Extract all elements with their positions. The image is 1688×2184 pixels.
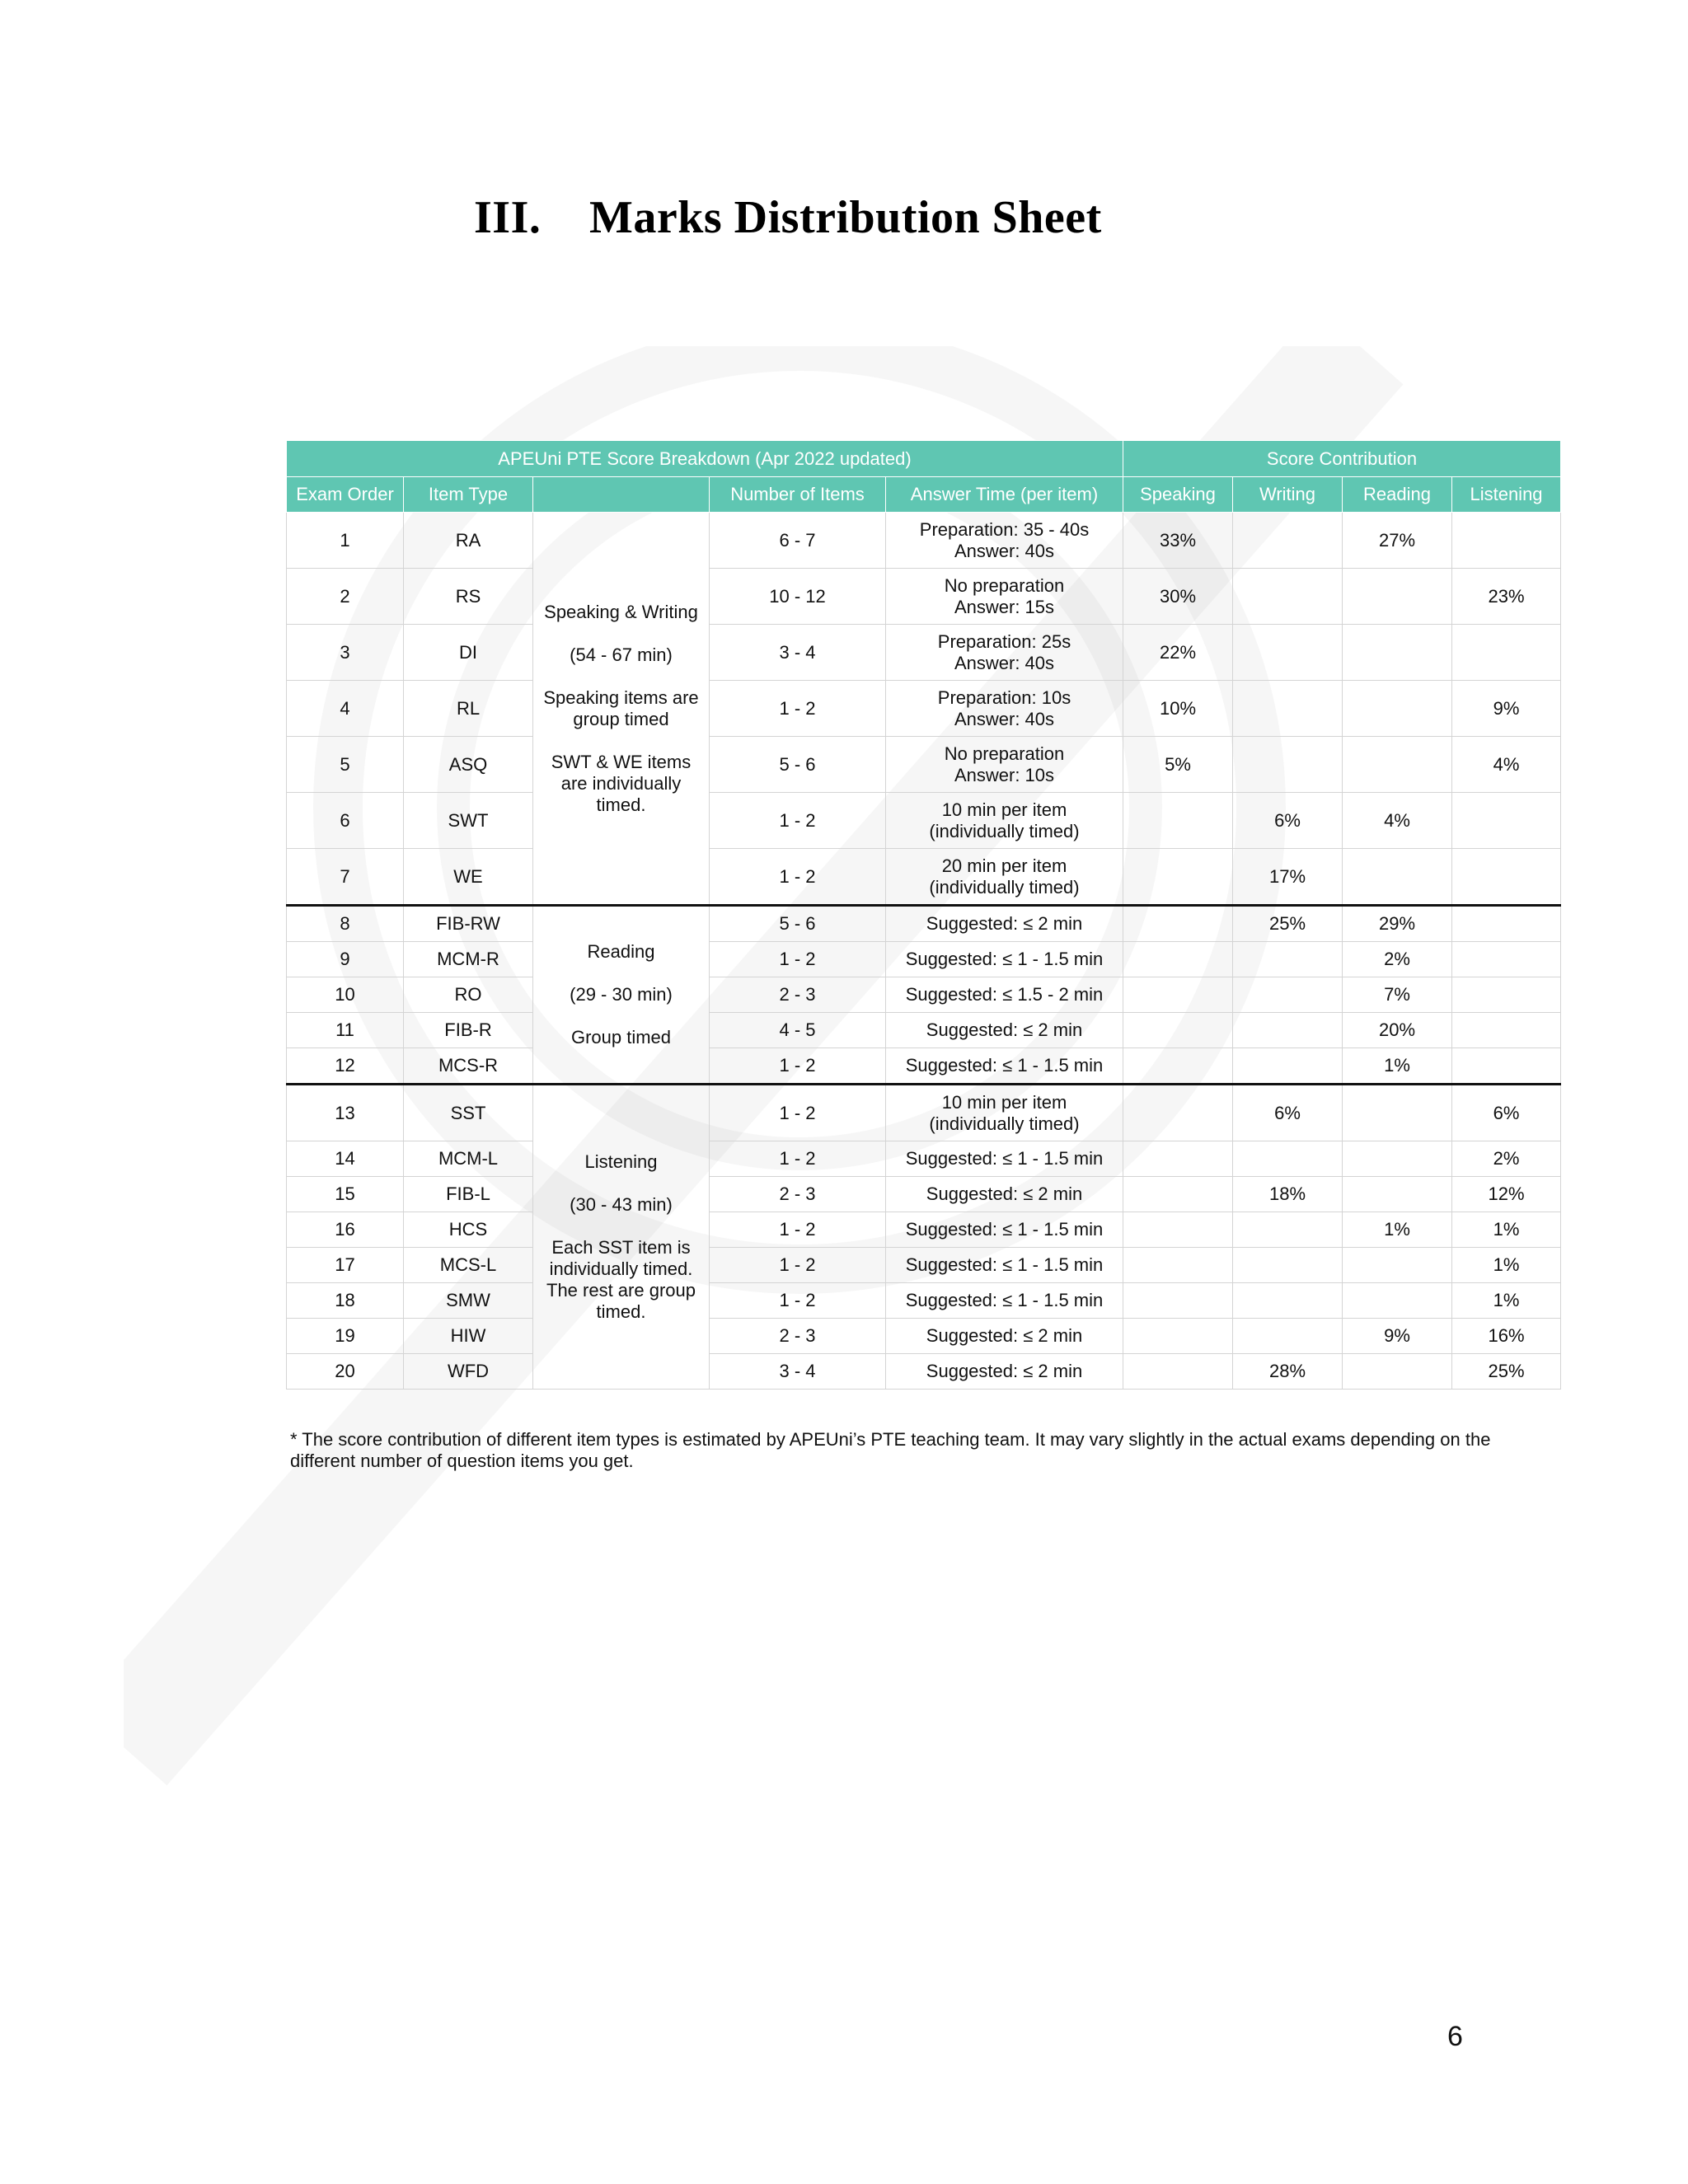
writing-score-cell [1233,625,1343,681]
exam-order-cell: 5 [287,737,404,793]
reading-score-cell: 20% [1343,1013,1452,1048]
item-count-cell: 2 - 3 [710,977,886,1013]
answer-time-cell [886,906,1123,942]
speaking-score-cell [1123,793,1233,849]
speaking-score-cell [1123,977,1233,1013]
answer-time-line: No preparation [944,574,1065,596]
answer-time-cell [886,977,1123,1013]
reading-score-cell [1343,1177,1452,1212]
reading-score-cell: 27% [1343,513,1452,569]
speaking-score-cell [1123,1013,1233,1048]
item-count-cell: 6 - 7 [710,513,886,569]
speaking-score-cell [1123,1354,1233,1390]
answer-time-line: Answer: 10s [954,764,1055,785]
speaking-score-cell: 30% [1123,569,1233,625]
listening-score-cell: 9% [1452,681,1561,737]
listening-score-cell [1452,977,1561,1013]
item-count-cell: 10 - 12 [710,569,886,625]
reading-score-cell [1343,1354,1452,1390]
table-row [287,1354,1561,1390]
speaking-score-cell [1123,849,1233,906]
exam-order-cell: 15 [287,1177,404,1212]
item-type-cell: FIB-R [404,1013,533,1048]
section-group-line: Speaking & Writing [544,601,698,622]
line-gap [537,666,706,687]
exam-order-cell: 14 [287,1141,404,1177]
writing-score-cell: 17% [1233,849,1343,906]
line-gap [537,963,706,984]
answer-time-cell [886,1212,1123,1248]
table-row [287,942,1561,977]
writing-score-cell: 18% [1233,1177,1343,1212]
table-row [287,1013,1561,1048]
answer-time-cell [886,569,1123,625]
reading-score-cell: 7% [1343,977,1452,1013]
reading-score-cell: 2% [1343,942,1452,977]
line-gap [537,1005,706,1027]
item-type-cell: MCM-L [404,1141,533,1177]
answer-time-line: Answer: 40s [954,540,1055,561]
item-count-cell: 5 - 6 [710,737,886,793]
reading-score-cell [1343,625,1452,681]
item-type-cell: DI [404,625,533,681]
line-gap [537,1173,706,1194]
item-type-cell: RA [404,513,533,569]
footnote: * The score contribution of different item types is estimated by APEUni’s PTE teaching team. It may vary slightly in the actual exams depending on the different number of question items you get. [290,1429,1491,1471]
table-row [287,737,1561,793]
listening-score-cell: 1% [1452,1283,1561,1319]
speaking-score-cell [1123,1141,1233,1177]
table-row [287,569,1561,625]
answer-time-cell [886,1048,1123,1085]
line-gap [537,623,706,644]
listening-score-cell [1452,625,1561,681]
exam-order-cell: 13 [287,1085,404,1141]
column-header: Number of Items [710,477,886,513]
speaking-score-cell [1123,1212,1233,1248]
listening-score-cell: 1% [1452,1212,1561,1248]
table-row [287,1048,1561,1085]
exam-order-cell: 7 [287,849,404,906]
listening-score-cell: 23% [1452,569,1561,625]
answer-time-line: Suggested: ≤ 2 min [926,1361,1083,1381]
table-row [287,1283,1561,1319]
table-row [287,625,1561,681]
answer-time-cell [886,1248,1123,1283]
section-group-line: Group timed [570,1027,672,1047]
table-row [287,1212,1561,1248]
item-type-cell: SWT [404,793,533,849]
item-type-cell: HIW [404,1319,533,1354]
answer-time-cell [886,1319,1123,1354]
item-count-cell: 2 - 3 [710,1177,886,1212]
reading-score-cell [1343,569,1452,625]
speaking-score-cell: 10% [1123,681,1233,737]
answer-time-line: Answer: 40s [954,708,1055,729]
answer-time-line: Suggested: ≤ 1 - 1.5 min [905,1290,1104,1310]
section-group-cell [533,1085,710,1390]
speaking-score-cell [1123,1048,1233,1085]
section-group-line: (30 - 43 min) [570,1194,673,1215]
section-title: Marks Distribution Sheet [589,192,1102,243]
column-header: Reading [1343,477,1452,513]
answer-time-line: Answer: 15s [954,596,1055,617]
writing-score-cell: 25% [1233,906,1343,942]
page-number: 6 [1447,2021,1463,2052]
table-row [287,906,1561,942]
item-type-cell: FIB-L [404,1177,533,1212]
line-gap [537,1216,706,1237]
writing-score-cell [1233,1212,1343,1248]
score-contribution-caption: Score Contribution [1123,441,1561,477]
answer-time-line: Answer: 40s [954,652,1055,673]
marks-distribution-table [286,440,1561,1390]
listening-score-cell [1452,1013,1561,1048]
column-header: Writing [1233,477,1343,513]
answer-time-line: Suggested: ≤ 2 min [926,1019,1083,1040]
listening-score-cell: 1% [1452,1248,1561,1283]
table-row [287,513,1561,569]
listening-score-cell: 12% [1452,1177,1561,1212]
listening-score-cell [1452,942,1561,977]
reading-score-cell: 4% [1343,793,1452,849]
table-caption: APEUni PTE Score Breakdown (Apr 2022 updated) [287,441,1123,477]
reading-score-cell: 9% [1343,1319,1452,1354]
answer-time-line: (individually timed) [929,1113,1080,1134]
writing-score-cell [1233,737,1343,793]
writing-score-cell [1233,1141,1343,1177]
writing-score-cell: 6% [1233,793,1343,849]
section-group-cell [533,513,710,906]
answer-time-cell [886,737,1123,793]
column-header: Listening [1452,477,1561,513]
speaking-score-cell: 22% [1123,625,1233,681]
speaking-score-cell [1123,1283,1233,1319]
item-count-cell: 1 - 2 [710,793,886,849]
writing-score-cell: 6% [1233,1085,1343,1141]
writing-score-cell [1233,1248,1343,1283]
exam-order-cell: 4 [287,681,404,737]
item-type-cell: MCS-L [404,1248,533,1283]
item-type-cell: RS [404,569,533,625]
column-header: Speaking [1123,477,1233,513]
item-count-cell: 1 - 2 [710,1212,886,1248]
reading-score-cell [1343,1141,1452,1177]
answer-time-line: Suggested: ≤ 2 min [926,913,1083,934]
line-gap [537,730,706,752]
speaking-score-cell [1123,1085,1233,1141]
answer-time-cell [886,513,1123,569]
item-type-cell: MCS-R [404,1048,533,1085]
reading-score-cell [1343,681,1452,737]
item-count-cell: 1 - 2 [710,1283,886,1319]
answer-time-line: (individually timed) [929,876,1080,898]
speaking-score-cell [1123,1319,1233,1354]
item-count-cell: 3 - 4 [710,1354,886,1390]
reading-score-cell: 1% [1343,1212,1452,1248]
reading-score-cell [1343,737,1452,793]
section-group-line: Reading [587,941,655,962]
section-group-line: Speaking items are group timed [543,687,699,729]
table-row [287,793,1561,849]
answer-time-line: (individually timed) [929,820,1080,841]
section-group-cell [533,906,710,1085]
section-group-line: Each SST item is individually timed. The rest are group timed. [546,1237,696,1322]
reading-score-cell: 29% [1343,906,1452,942]
answer-time-cell [886,1141,1123,1177]
reading-score-cell [1343,849,1452,906]
answer-time-line: Suggested: ≤ 2 min [926,1183,1083,1204]
item-type-cell: MCM-R [404,942,533,977]
exam-order-cell: 11 [287,1013,404,1048]
listening-score-cell [1452,849,1561,906]
item-type-cell: SST [404,1085,533,1141]
speaking-score-cell: 5% [1123,737,1233,793]
section-group-line: (29 - 30 min) [570,984,673,1005]
speaking-score-cell [1123,906,1233,942]
item-type-cell: RL [404,681,533,737]
item-count-cell: 2 - 3 [710,1319,886,1354]
answer-time-line: Preparation: 10s [937,687,1071,708]
item-type-cell: WE [404,849,533,906]
section-group-line: SWT & WE items are individually timed. [551,751,692,815]
exam-order-cell: 8 [287,906,404,942]
page-title [474,191,1102,244]
table-row [287,681,1561,737]
table-row [287,977,1561,1013]
item-count-cell: 5 - 6 [710,906,886,942]
answer-time-line: Suggested: ≤ 1 - 1.5 min [905,949,1104,969]
answer-time-line: No preparation [944,743,1065,764]
answer-time-cell [886,1085,1123,1141]
item-count-cell: 1 - 2 [710,1141,886,1177]
writing-score-cell: 28% [1233,1354,1343,1390]
answer-time-line: 10 min per item [941,1091,1067,1113]
answer-time-cell [886,1283,1123,1319]
item-type-cell: SMW [404,1283,533,1319]
item-count-cell: 1 - 2 [710,681,886,737]
listening-score-cell: 25% [1452,1354,1561,1390]
writing-score-cell [1233,513,1343,569]
column-header: Answer Time (per item) [886,477,1123,513]
speaking-score-cell [1123,1248,1233,1283]
answer-time-line: Preparation: 35 - 40s [919,518,1090,540]
speaking-score-cell [1123,942,1233,977]
item-count-cell: 4 - 5 [710,1013,886,1048]
answer-time-line: 10 min per item [941,799,1067,820]
answer-time-line: Suggested: ≤ 2 min [926,1325,1083,1346]
item-count-cell: 1 - 2 [710,1085,886,1141]
exam-order-cell: 12 [287,1048,404,1085]
table-row [287,1085,1561,1141]
answer-time-cell [886,625,1123,681]
column-header: Item Type [404,477,533,513]
listening-score-cell: 6% [1452,1085,1561,1141]
item-type-cell: RO [404,977,533,1013]
section-group-line: (54 - 67 min) [570,644,673,665]
answer-time-line: Suggested: ≤ 1.5 - 2 min [905,984,1104,1005]
listening-score-cell [1452,906,1561,942]
table-row [287,1141,1561,1177]
writing-score-cell [1233,977,1343,1013]
exam-order-cell: 10 [287,977,404,1013]
answer-time-line: Suggested: ≤ 1 - 1.5 min [905,1055,1104,1076]
exam-order-cell: 1 [287,513,404,569]
listening-score-cell [1452,793,1561,849]
speaking-score-cell: 33% [1123,513,1233,569]
writing-score-cell [1233,1048,1343,1085]
exam-order-cell: 20 [287,1354,404,1390]
item-count-cell: 1 - 2 [710,942,886,977]
item-type-cell: FIB-RW [404,906,533,942]
answer-time-cell [886,793,1123,849]
table-row [287,1177,1561,1212]
answer-time-cell [886,849,1123,906]
answer-time-cell [886,681,1123,737]
exam-order-cell: 6 [287,793,404,849]
writing-score-cell [1233,1013,1343,1048]
column-header: Exam Order [287,477,404,513]
reading-score-cell [1343,1248,1452,1283]
item-count-cell: 1 - 2 [710,1248,886,1283]
exam-order-cell: 2 [287,569,404,625]
table-row [287,1248,1561,1283]
reading-score-cell: 1% [1343,1048,1452,1085]
answer-time-line: 20 min per item [941,855,1067,876]
speaking-score-cell [1123,1177,1233,1212]
listening-score-cell: 16% [1452,1319,1561,1354]
answer-time-line: Suggested: ≤ 1 - 1.5 min [905,1219,1104,1240]
writing-score-cell [1233,569,1343,625]
exam-order-cell: 9 [287,942,404,977]
answer-time-cell [886,1177,1123,1212]
item-type-cell: WFD [404,1354,533,1390]
listening-score-cell: 4% [1452,737,1561,793]
writing-score-cell [1233,681,1343,737]
exam-order-cell: 17 [287,1248,404,1283]
answer-time-cell [886,1354,1123,1390]
reading-score-cell [1343,1283,1452,1319]
section-number: III. [474,192,542,243]
listening-score-cell [1452,1048,1561,1085]
answer-time-line: Preparation: 25s [937,630,1071,652]
section-group-line: Listening [584,1151,658,1172]
writing-score-cell [1233,942,1343,977]
writing-score-cell [1233,1319,1343,1354]
reading-score-cell [1343,1085,1452,1141]
listening-score-cell [1452,513,1561,569]
answer-time-line: Suggested: ≤ 1 - 1.5 min [905,1148,1104,1169]
listening-score-cell: 2% [1452,1141,1561,1177]
exam-order-cell: 16 [287,1212,404,1248]
answer-time-cell [886,1013,1123,1048]
column-header [533,477,710,513]
exam-order-cell: 3 [287,625,404,681]
table-row [287,849,1561,906]
writing-score-cell [1233,1283,1343,1319]
item-count-cell: 1 - 2 [710,849,886,906]
table-row [287,1319,1561,1354]
exam-order-cell: 19 [287,1319,404,1354]
exam-order-cell: 18 [287,1283,404,1319]
item-type-cell: ASQ [404,737,533,793]
answer-time-line: Suggested: ≤ 1 - 1.5 min [905,1254,1104,1275]
answer-time-cell [886,942,1123,977]
item-type-cell: HCS [404,1212,533,1248]
item-count-cell: 3 - 4 [710,625,886,681]
item-count-cell: 1 - 2 [710,1048,886,1085]
